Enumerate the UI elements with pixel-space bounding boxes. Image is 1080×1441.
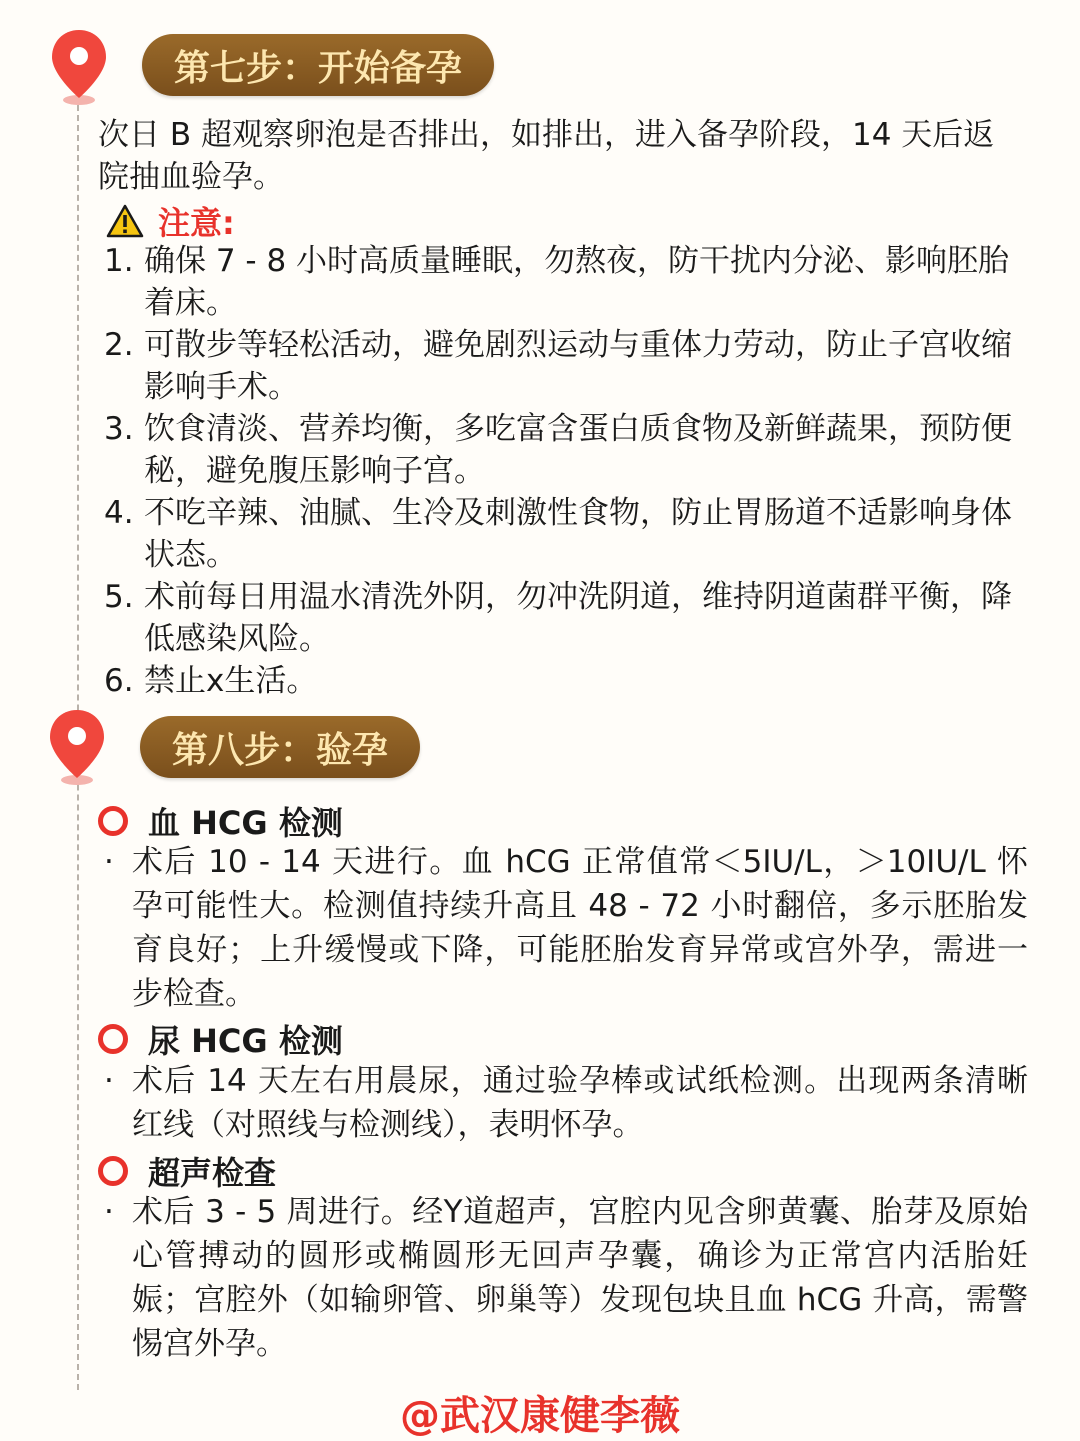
author-watermark: @武汉康健李薇 (400, 1393, 680, 1439)
section-heading-urine-hcg: 尿 HCG 检测 (98, 1016, 343, 1062)
step7-intro: 次日 B 超观察卵泡是否排出，如排出，进入备孕阶段，14 天后返院抽血验孕。 (98, 117, 995, 195)
list-item: 1. 确保 7 - 8 小时高质量睡眠，勿熬夜，防干扰内分泌、影响胚胎着床。 (104, 243, 1010, 321)
circle-bullet-icon (98, 1156, 128, 1186)
list-item: 5. 术前每日用温水清洗外阴，勿冲洗阴道，维持阴道菌群平衡，降低感染风险。 (104, 579, 1012, 657)
list-item: 4. 不吃辛辣、油腻、生冷及刺激性食物，防止胃肠道不适影响身体状态。 (104, 495, 1012, 573)
circle-bullet-icon (98, 806, 128, 836)
section-heading-blood-hcg: 血 HCG 检测 (98, 798, 343, 844)
list-item: 6. 禁止x生活。 (104, 663, 318, 699)
section-heading-ultrasound: 超声检查 (98, 1148, 276, 1194)
location-pin-icon (48, 28, 110, 108)
warning-heading (106, 198, 235, 244)
list-item: 3. 饮食清淡、营养均衡，多吃富含蛋白质食物及新鲜蔬果，预防便秘，避免腹压影响子宫。 (104, 411, 1012, 489)
section-text-ultrasound: · 术后 3 - 5 周进行。经Y道超声，宫腔内见含卵黄囊、胎芽及原始心管搏动的圆形或椭圆形无回声孕囊，确诊为正常宫内活胎妊娠；宫腔外（如输卵管、卵巢等）发现包块且血 hCG 升高，需警惕宫外孕。 (104, 1194, 1028, 1362)
warning-label: 注意: (158, 204, 235, 242)
step8-title: 第八步：验孕 (140, 716, 420, 778)
section-text-urine-hcg: · 术后 14 天左右用晨尿，通过验孕棒或试纸检测。出现两条清晰红线（对照线与检测线），表明怀孕。 (104, 1063, 1028, 1143)
circle-bullet-icon (98, 1024, 128, 1054)
warning-triangle-icon (106, 204, 144, 238)
notes-list (104, 240, 1014, 702)
location-pin-icon (46, 708, 108, 788)
step7-title: 第七步：开始备孕 (142, 34, 494, 96)
list-item: 2. 可散步等轻松活动，避免剧烈运动与重体力劳动，防止子宫收缩影响手术。 (104, 327, 1012, 405)
section-text-blood-hcg: · 术后 10 - 14 天进行。血 hCG 正常值常＜5IU/L，＞10IU/L 怀孕可能性大。检测值持续升高且 48 - 72 小时翻倍，多示胚胎发育良好；上升缓慢或下降，可能胚胎发育异常或宫外孕，需进一步检查。 (104, 844, 1028, 1012)
